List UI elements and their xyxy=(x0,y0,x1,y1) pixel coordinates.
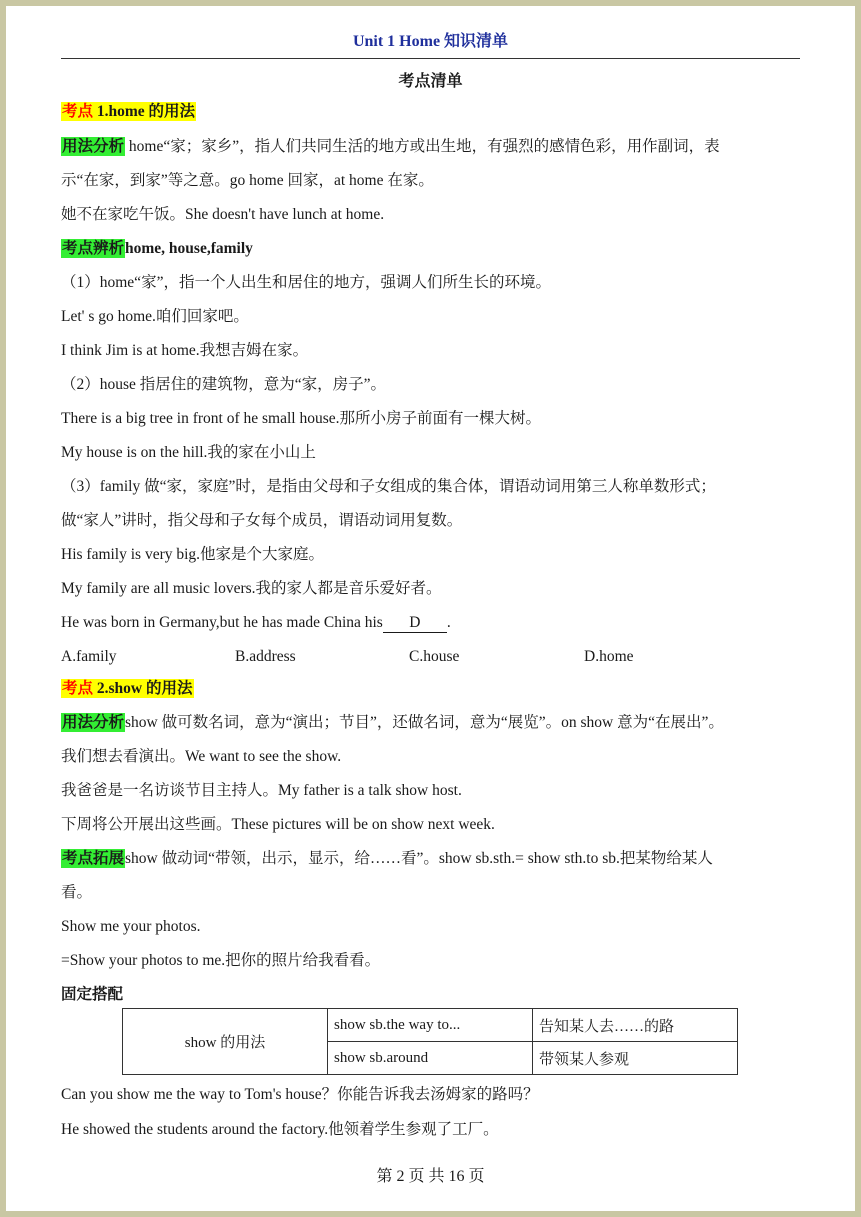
discrimination-words: home, house,family xyxy=(125,240,253,257)
example-sentence: Let' s go home.咱们回家吧。 xyxy=(61,308,249,325)
example-sentence: His family is very big.他家是个大家庭。 xyxy=(61,546,325,563)
example-sentence: Show me your photos. xyxy=(61,918,201,935)
example-sentence: My house is on the hill.我的家在小山上 xyxy=(61,444,316,461)
option-c: C.house xyxy=(409,648,460,665)
point-item-1: （1）home“家”，指一个人出生和居住的地方，强调人们所生长的环境。 xyxy=(61,274,551,291)
section-title: 考点清单 xyxy=(398,73,463,90)
example-sentence: 她不在家吃午饭。She doesn't have lunch at home. xyxy=(61,206,385,223)
example-sentence: 我爸爸是一名访谈节目主持人。My father is a talk show host. xyxy=(61,782,462,799)
option-b: B.address xyxy=(235,648,296,665)
table-cell-cn: 带领某人参观 xyxy=(533,1042,738,1075)
example-sentence: My family are all music lovers.我的家人都是音乐爱好者。 xyxy=(61,580,442,597)
example-sentence: =Show your photos to me.把你的照片给我看看。 xyxy=(61,952,381,969)
header-rule xyxy=(61,58,800,59)
point-item-2: （2）house 指居住的建筑物，意为“家，房子”。 xyxy=(61,376,387,393)
point-1-heading xyxy=(61,101,196,123)
page-footer: 第 2 页 共 16 页 xyxy=(376,1168,485,1185)
page-header: Unit 1 Home 知识清单 xyxy=(352,33,509,50)
extension-heading xyxy=(61,848,713,870)
point-item-3-cont: 做“家人”讲时，指父母和子女每个成员，谓语动词用复数。 xyxy=(61,512,463,529)
point-2-tag: 考点 2.show 的用法 xyxy=(62,680,193,697)
extension-text: show 做动词“带领，出示，显示，给……看”。show sb.sth.= show sth.to sb.把某物给某人 xyxy=(125,850,713,867)
discrimination-heading xyxy=(61,238,253,260)
collocation-table xyxy=(122,1008,738,1075)
table-cell-en: show sb.the way to... xyxy=(328,1009,533,1042)
fixed-collocation-title: 固定搭配 xyxy=(61,986,124,1003)
table-cell-en: show sb.around xyxy=(328,1042,533,1075)
question-text: He was born in Germany,but he has made China his xyxy=(61,614,383,631)
example-sentence: 我们想去看演出。We want to see the show. xyxy=(61,748,342,765)
point-1-tag: 考点 1.home 的用法 xyxy=(62,103,196,120)
example-sentence: Can you show me the way to Tom's house？你能告诉我去汤姆家的路吗？ xyxy=(61,1086,539,1103)
usage-tag: 用法分析 xyxy=(62,714,125,731)
usage-text: home“家；家乡”，指人们共同生活的地方或出生地，有强烈的感情色彩，用作副词，表 xyxy=(125,138,720,155)
usage-text-cont: 示“在家，到家”等之意。go home 回家，at home 在家。 xyxy=(61,172,434,189)
usage-analysis-2 xyxy=(61,712,724,734)
document-page xyxy=(6,6,855,1211)
example-sentence: There is a big tree in front of he small house.那所小房子前面有一棵大树。 xyxy=(61,410,541,427)
question: He was born in Germany,but he has made China his D . xyxy=(61,614,451,631)
option-d: D.home xyxy=(584,648,634,665)
example-sentence: He showed the students around the factory.他领着学生参观了工厂。 xyxy=(61,1121,499,1138)
usage-tag: 用法分析 xyxy=(62,138,125,155)
point-2-heading xyxy=(61,678,194,700)
usage-analysis-1 xyxy=(61,136,720,158)
example-sentence: 下周将公开展出这些画。These pictures will be on show next week. xyxy=(61,816,495,833)
table-cell-cn: 告知某人去……的路 xyxy=(533,1009,738,1042)
answer-blank: D xyxy=(383,614,447,633)
option-a: A.family xyxy=(61,648,117,665)
point-item-3: （3）family 做“家，家庭”时，是指由父母和子女组成的集合体，谓语动词用第三人称单数形式； xyxy=(61,478,716,495)
extension-text-cont: 看。 xyxy=(61,884,93,901)
example-sentence: I think Jim is at home.我想吉姆在家。 xyxy=(61,342,309,359)
usage-text: show 做可数名词，意为“演出；节目”，还做名词，意为“展览”。on show 意为“在展出”。 xyxy=(125,714,724,731)
table-head-cell: show 的用法 xyxy=(123,1009,328,1075)
extension-tag: 考点拓展 xyxy=(62,850,125,867)
discrimination-tag: 考点辨析 xyxy=(62,240,125,257)
